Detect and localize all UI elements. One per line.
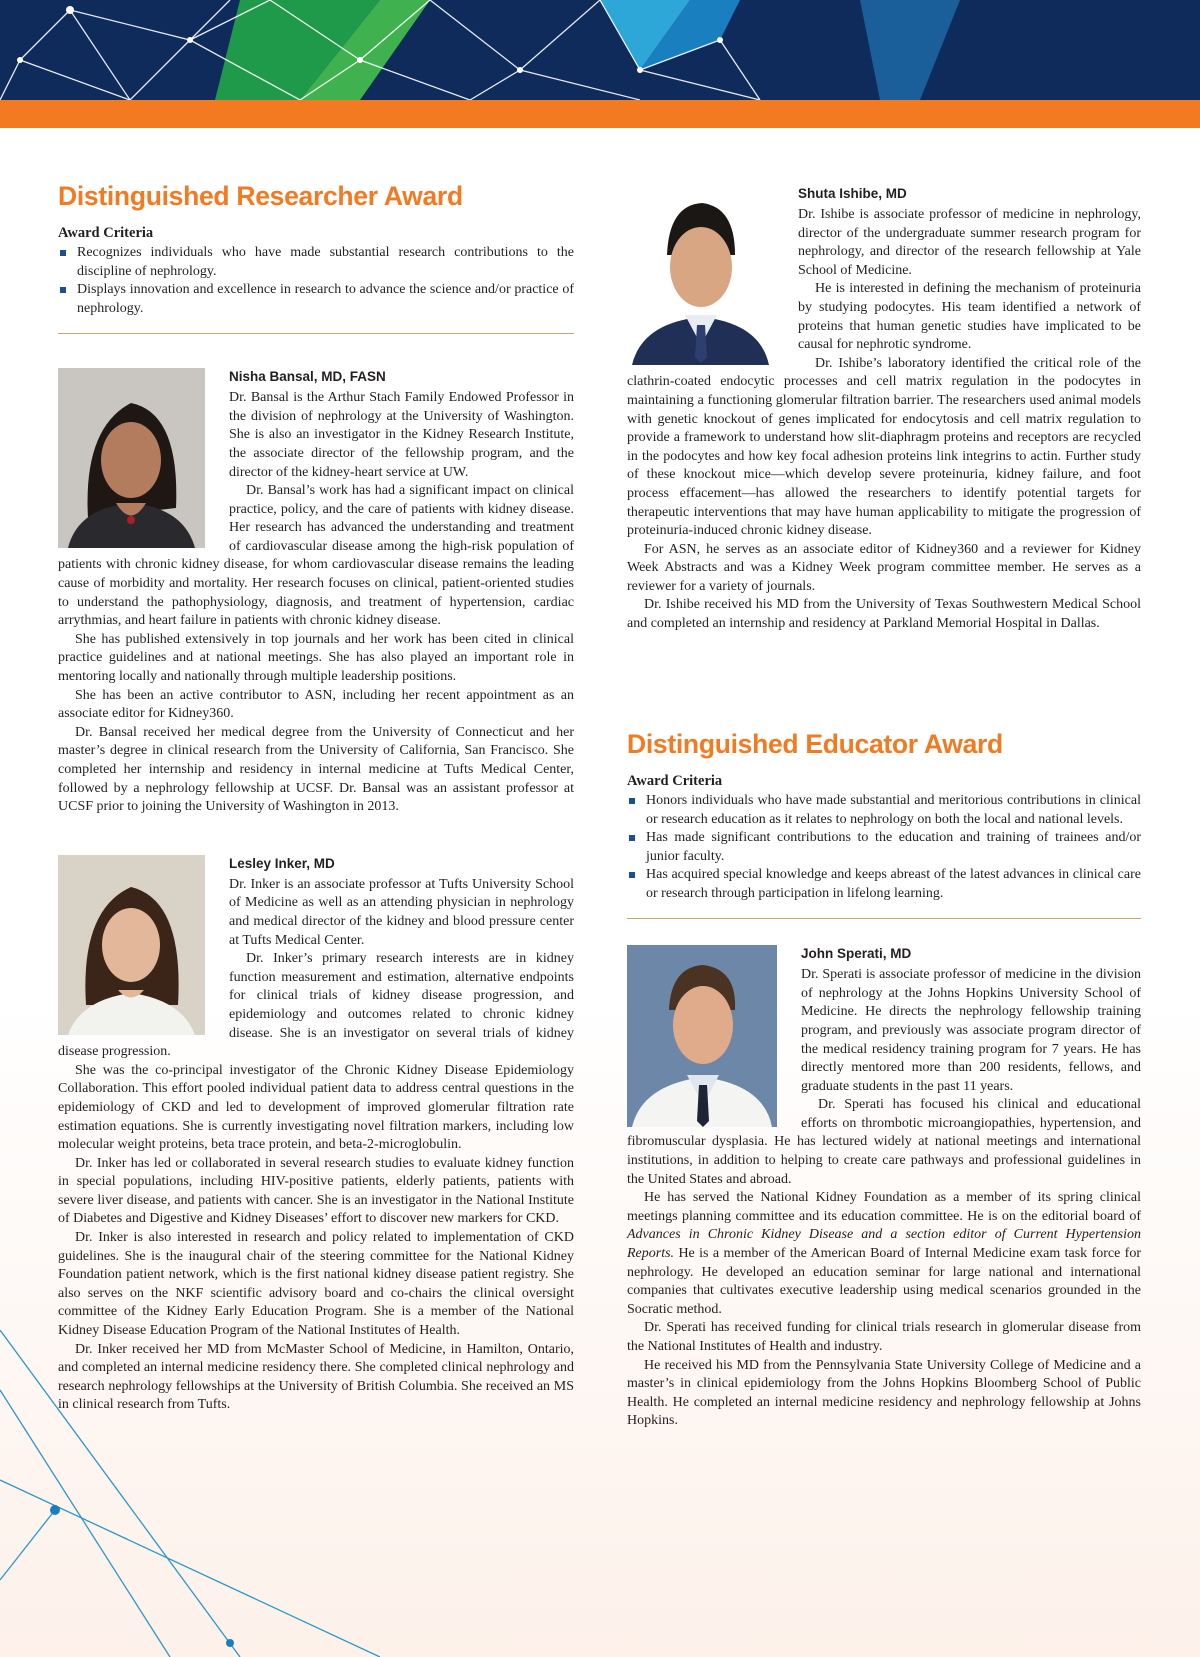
criteria-item: Displays innovation and excellence in research to advance the science and/or practice of nephrology. bbox=[58, 281, 574, 318]
researcher-criteria-heading: Award Criteria bbox=[58, 225, 154, 242]
bio-paragraph: Dr. Sperati has received funding for clinical trials research in glomerular disease from the National Institutes of Health and industry. bbox=[627, 1320, 1141, 1355]
profile-bansal bbox=[58, 368, 574, 817]
bio-paragraph: Dr. Inker received her MD from McMaster School of Medicine, in Hamilton, Ontario, and completed an internal medicine residency there. She completed clinical nephrology and research nephrology fellowships at the University of British Columbia. She received an MS in clinical research from Tufts. bbox=[58, 1341, 574, 1413]
name-ishibe: Shuta Ishibe, MD bbox=[798, 186, 907, 201]
right-column-bottom bbox=[627, 730, 1141, 1431]
section-divider bbox=[627, 918, 1141, 919]
criteria-item: Has made significant contributions to the education and training of trainees and/or junior faculty. bbox=[627, 829, 1141, 866]
orange-header-bar bbox=[0, 100, 1200, 128]
criteria-item: Has acquired special knowledge and keeps abreast of the latest advances in clinical care or research through participation in lifelong learning. bbox=[627, 866, 1141, 903]
portrait-inker bbox=[58, 855, 205, 1035]
bio-paragraph: Dr. Ishibe is associate professor of medicine in nephrology, director of the undergraduate summer research program for nephrology, and director of the research fellowship at Yale School of Medicine. bbox=[798, 207, 1141, 278]
left-column bbox=[58, 182, 574, 1415]
researcher-award-title: Distinguished Researcher Award bbox=[58, 181, 463, 211]
portrait-ishibe bbox=[627, 185, 774, 365]
bio-paragraph: Dr. Sperati has focused his clinical and educational efforts on thrombotic microangiopathies, hypertension, and fibromuscular dysplasia. He has lectured widely at national meetings and international institutions, in addition to helping to create care pathways and professional guidelines in the United States and abroad. bbox=[627, 1097, 1141, 1187]
bio-paragraph: Dr. Bansal is the Arthur Stach Family Endowed Professor in the division of nephrology at the University of Washington. She is also an investigator in the Kidney Research Institute, the associate director of the fellowship program, and the director of the kidney-heart service at UW. bbox=[229, 390, 574, 480]
bio-paragraph: He is interested in defining the mechanism of proteinuria by studying podocytes. His team identified a network of proteins that human genetic studies have implicated to be causal for nephrotic syndrome. bbox=[798, 281, 1141, 353]
bio-paragraph: Dr. Inker is also interested in research and policy related to implementation of CKD guidelines. She is the inaugural chair of the steering committee for the National Kidney Foundation patient network, which is the first national kidney disease patient registry. She also serves on the NKF scientific advisory board and co-chairs the clinical oversight committee of the Kidney Early Education Program. She is a member of the National Kidney Disease Education Program of the National Institutes of Health. bbox=[58, 1230, 574, 1339]
educator-criteria-heading: Award Criteria bbox=[627, 773, 723, 790]
bio-paragraph: She has published extensively in top journals and her work has been cited in clinical practice guidelines and at national meetings. She has also played an important role in mentoring locally and nationally through multiple leadership positions. bbox=[58, 631, 574, 685]
criteria-item: Recognizes individuals who have made substantial research contributions to the discipline of nephrology. bbox=[58, 244, 574, 281]
bio-paragraph: Dr. Inker has led or collaborated in several research studies to evaluate kidney function in special populations, including HIV-positive patients, elderly patients, patients with severe liver disease, and patients with cancer. She is an investigator in the National Institute of Diabetes and Digestive and Kidney Diseases’ effort to discover new markers for CKD. bbox=[58, 1155, 574, 1227]
portrait-bansal bbox=[58, 368, 205, 548]
criteria-item: Honors individuals who have made substantial and meritorious contributions in clinical or research education as it relates to nephrology on both the local and national levels. bbox=[627, 792, 1141, 829]
bio-paragraph: Dr. Ishibe received his MD from the University of Texas Southwestern Medical School and completed an internship and residency at Parkland Memorial Hospital in Dallas. bbox=[627, 597, 1141, 632]
bio-paragraph: Dr. Bansal’s work has had a significant impact on clinical practice, policy, and the care of patients with kidney disease. Her research has advanced the understanding and treatment of cardiovascular disease among the high-risk population of patients with chronic kidney disease, for whom cardiovascular disease remains the leading cause of morbidity and mortality. Her research focuses on clinical, patient-oriented studies to understand the pathophysiology, diagnosis, and treatment of hypertension, cardiac arrythmias, and heart failure in patients with chronic kidney disease. bbox=[58, 483, 574, 629]
bio-text: He has served the National Kidney Foundation as a member of its spring clinical meetings planning committee and its education committee. He is on the editorial board of bbox=[627, 1190, 1141, 1224]
bio-paragraph: She has been an active contributor to ASN, including her recent appointment as an associate editor for Kidney360. bbox=[58, 687, 574, 722]
educator-criteria-list bbox=[627, 792, 1141, 903]
researcher-criteria-list bbox=[58, 244, 574, 318]
bio-paragraph: He received his MD from the Pennsylvania State University College of Medicine and a master’s in clinical epidemiology from the Johns Hopkins Bloomberg School of Public Health. He completed an internal medicine residency and nephrology fellowship at Johns Hopkins. bbox=[627, 1357, 1141, 1429]
name-sperati: John Sperati, MD bbox=[801, 946, 912, 962]
bio-paragraph: She was the co-principal investigator of the Chronic Kidney Disease Epidemiology Collaboration. This effort pooled individual patient data to address central questions in the epidemiology of CKD and led to development of improved glomerular filtration rate estimation equations. She is currently investigating novel filtration markers, including low molecular weight proteins, beta trace protein, and beta-2-microglobulin. bbox=[58, 1062, 574, 1153]
portrait-sperati bbox=[627, 945, 777, 1127]
bio-paragraph: Dr. Bansal received her medical degree from the University of Connecticut and her master’s degree in clinical research from the University of California, San Francisco. She completed her internship and residency in internal medicine at Tufts Medical Center, followed by a nephrology fellowship at UCSF. Dr. Bansal was an assistant professor at UCSF prior to joining the University of Washington in 2013. bbox=[58, 724, 574, 815]
name-bansal: Nisha Bansal, MD, FASN bbox=[229, 369, 386, 385]
network-graphic bbox=[0, 0, 1200, 100]
bio-paragraph: Dr. Ishibe’s laboratory identified the critical role of the clathrin-coated endocytic processes and cell matrix regulation in the podocytes in maintaining a functioning glomerular filtration barrier. The researchers used animal models with genetic knockout of genes implicated for endocytosis and cell matrix regulation to provide a framework to understand how slit-diaphragm proteins and receptors are recycled in the podocytes and how key focal adhesion proteins link integrins to actin. Further study of these knockout mice—which develop severe proteinuria, kidney failure, and foot process effacement—has allowed the researchers to identify potential targets for therapeutic interventions that may have human applicability to mitigate the progression of proteinuria-induced chronic kidney disease. bbox=[627, 355, 1141, 539]
bio-paragraph bbox=[627, 1189, 1141, 1319]
header-banner bbox=[0, 0, 1200, 100]
bio-text: He is a member of the American Board of Internal Medicine exam task force for nephrology. He developed an education seminar for large national and international companies that cultivates executive leadership using medical scenarios grounded in the Socratic method. bbox=[627, 1246, 1141, 1317]
section-divider bbox=[58, 333, 574, 334]
bio-paragraph: For ASN, he serves as an associate editor of Kidney360 and a reviewer for Kidney Week Abstracts and was a Kidney Week program committee member. He serves as a reviewer for a variety of journals. bbox=[627, 541, 1141, 594]
name-inker: Lesley Inker, MD bbox=[229, 855, 335, 871]
profile-ishibe bbox=[627, 185, 1141, 634]
bio-paragraph: Dr. Inker’s primary research interests are in kidney function measurement and estimation, alternative endpoints for clinical trials of kidney disease progression, and epidemiology and outcomes related to chronic kidney disease. She is an investigator on several trials of kidney disease progression. bbox=[58, 951, 574, 1060]
bio-italic-text: Advances in Chronic Kidney Disease and a section editor of Current Hypertension Reports. bbox=[627, 1227, 1141, 1262]
profile-sperati bbox=[627, 945, 1141, 1431]
bio-paragraph: Dr. Inker is an associate professor at Tufts University School of Medicine as well as an attending physician in nephrology and medical director of the kidney and blood pressure center at Tufts Medical Center. bbox=[229, 876, 574, 948]
educator-award-title: Distinguished Educator Award bbox=[627, 729, 1003, 759]
right-column-top bbox=[627, 186, 1141, 634]
profile-inker bbox=[58, 855, 574, 1415]
bio-paragraph: Dr. Sperati is associate professor of medicine in the division of nephrology at the Johns Hopkins University School of Medicine. He directs the nephrology fellowship training program, and previously was associate program director of the medical residency training program for 7 years. He has directly mentored more than 200 residents, fellows, and graduate students in the past 11 years. bbox=[801, 967, 1141, 1094]
